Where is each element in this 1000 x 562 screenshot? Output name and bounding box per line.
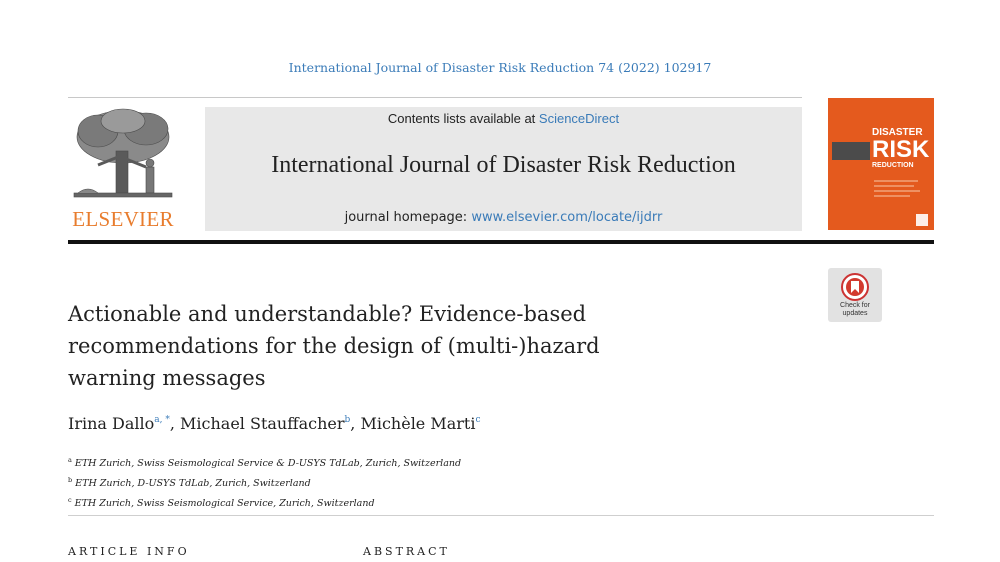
check-updates-line-2: updates — [842, 310, 868, 317]
homepage-prefix: journal homepage: — [344, 210, 472, 225]
affiliation-item — [68, 452, 461, 472]
contents-prefix: Contents lists available at — [387, 111, 539, 126]
citation-link[interactable]: International Journal of Disaster Risk Reduction 74 (2022) 102917 — [288, 60, 712, 75]
affiliation-text: ETH Zurich, D-USYS TdLab, Zurich, Switzerland — [75, 478, 311, 489]
affiliation-key: b — [68, 476, 73, 484]
affiliation-key: c — [68, 496, 72, 504]
author-superscript[interactable]: a, * — [154, 415, 170, 425]
affiliation-text: ETH Zurich, Swiss Seismological Service & D-USYS TdLab, Zurich, Switzerland — [74, 458, 462, 469]
check-updates-line-1: Check for — [840, 302, 870, 309]
cover-line-2: RISK — [872, 136, 930, 163]
author-superscript[interactable]: c — [475, 415, 481, 425]
author-separator: , — [350, 414, 361, 433]
check-for-updates-button[interactable] — [828, 268, 882, 322]
affiliation-text: ETH Zurich, Swiss Seismological Service, Zurich, Switzerland — [74, 498, 375, 509]
homepage-link[interactable]: www.elsevier.com/locate/ijdrr — [471, 210, 663, 225]
affiliation-key: a — [68, 456, 72, 464]
affiliations — [68, 452, 461, 512]
author-name[interactable]: Michèle Marti — [360, 414, 476, 433]
header-rule — [68, 240, 934, 244]
journal-cover[interactable] — [828, 98, 934, 230]
author-separator: , — [169, 414, 181, 433]
abstract-heading: ABSTRACT — [363, 545, 450, 558]
author-superscript[interactable]: b — [344, 415, 351, 425]
cover-corner-mark — [916, 214, 928, 226]
top-divider — [68, 97, 802, 98]
sciencedirect-link[interactable]: ScienceDirect — [538, 111, 620, 126]
elsevier-logo[interactable] — [68, 107, 178, 231]
journal-citation[interactable] — [0, 60, 1000, 75]
paper-title: Actionable and understandable? Evidence-based recommendations for the design of (multi-)hazard warning messages — [68, 302, 600, 390]
contents-line — [205, 111, 802, 126]
journal-header — [205, 107, 802, 231]
cover-text-lines-icon — [874, 178, 924, 202]
author-list — [68, 414, 481, 433]
homepage-line — [205, 210, 802, 225]
cover-line-3: REDUCTION — [872, 162, 914, 169]
cover-title — [872, 128, 929, 169]
cover-photo — [832, 142, 870, 160]
author-name[interactable]: Irina Dallo — [68, 414, 155, 433]
affiliation-item — [68, 472, 461, 492]
check-updates-icon — [840, 272, 870, 302]
elsevier-wordmark: ELSEVIER — [72, 207, 174, 231]
check-updates-label — [828, 302, 882, 318]
affiliation-item — [68, 492, 461, 512]
article-info-heading: ARTICLE INFO — [68, 545, 190, 558]
journal-title: International Journal of Disaster Risk Reduction — [271, 152, 736, 178]
author-name[interactable]: Michael Stauffacher — [180, 414, 345, 433]
elsevier-tree-icon — [68, 107, 178, 207]
cover-line-1: DISASTER — [872, 127, 923, 138]
section-divider — [68, 515, 934, 516]
